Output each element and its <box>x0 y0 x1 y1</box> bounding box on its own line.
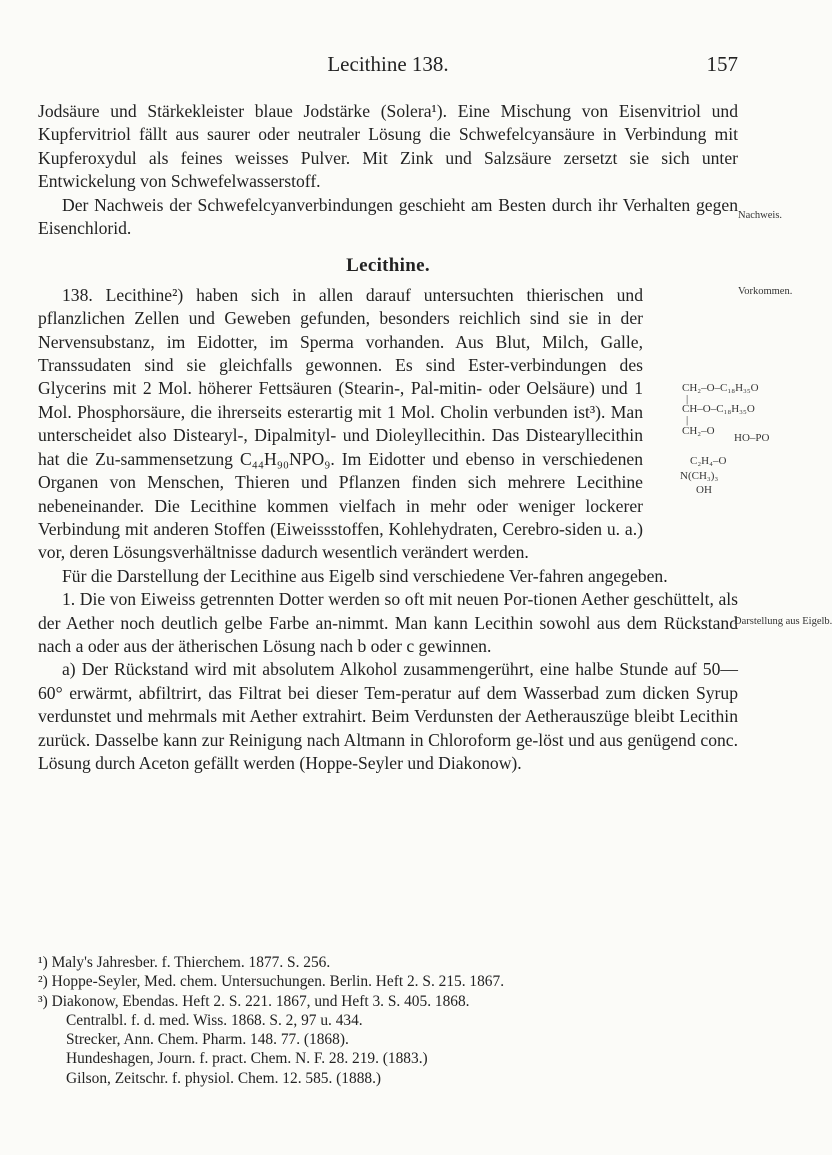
footnote: ²) Hoppe-Seyler, Med. chem. Untersuchungen. Berlin. Heft 2. S. 215. 1867. <box>38 973 505 991</box>
footnotes <box>38 953 748 1088</box>
footnote: Strecker, Ann. Chem. Pharm. 148. 77. (1868). <box>66 1031 349 1049</box>
footnote: ³) Diakonow, Ebendas. Heft 2. S. 221. 1867, und Heft 3. S. 405. 1868. <box>38 992 470 1010</box>
structural-formula <box>676 380 796 500</box>
formula-line: CH₂–O–C₁₈H₃₅O <box>682 382 759 394</box>
formula-line: HO–PO <box>734 432 770 444</box>
margin-note-nachweis: Nachweis. <box>738 210 783 221</box>
paragraph: 1. Die von Eiweiss getrennten Dotter werden so oft mit neuen Por-tionen Aether geschüttelt, als der Aether noch deutlich gelbe Farbe an-nimmt. Man kann Lecithin sowohl aus dem Rückstand nach a oder aus der ätherischen Lösung nach b oder c gewinnen. <box>38 589 738 656</box>
footnote: Centralbl. f. d. med. Wiss. 1868. S. 2, 97 u. 434. <box>66 1011 363 1029</box>
formula-line: CH₂–O <box>682 425 715 437</box>
margin-note-vorkommen: Vorkommen. <box>738 286 793 297</box>
paragraph: Jodsäure und Stärkekleister blaue Jodstärke (Solera¹). Eine Mischung von Eisenvitriol und Kupfervitriol fällt aus saurer oder neutraler Lösung die Schwefelcyansäure in Verbindung mit Kupferoxydul als feines weisses Pulver. Mit Zink und Salzsäure zersetzt sie sich unter Entwickelung von Schwefelwasserstoff. <box>38 101 738 192</box>
formula-line: CH–O–C₁₈H₃₅O <box>682 403 755 415</box>
paragraph: Der Nachweis der Schwefelcyanverbindungen geschieht am Besten durch ihr Verhalten gegen Eisenchlorid. <box>38 194 738 239</box>
main-text <box>38 100 738 775</box>
footnote: Gilson, Zeitschr. f. physiol. Chem. 12. 585. (1888.) <box>66 1069 382 1087</box>
paragraph: 138. Lecithine²) haben sich in allen darauf untersuchten thierischen und pflanzlichen Zellen und Geweben gefunden, besonders reichlich sind sie in der Nervensubstanz, im Eidotter, im Sperma vorhanden. Aus Blut, Milch, Galle, Transsudaten sind sie gleichfalls gewonnen. Es sind Ester-verbindungen des Glycerins mit 2 Mol. höherer Fettsäuren (Stearin-, Pal-mitin- oder Oelsäure) und 1 Mol. Phosphorsäure, die ihrerseits esterartig mit 1 Mol. Cholin verbunden ist³). Man unterscheidet also Distearyl-, Dipalmityl- und Dioleyllecithin. Das Distearyllecithin hat die Zu-sammensetzung C₄₄H₉₀NPO₉. Im Eidotter und ebenso in verschiedenen Organen von Menschen, Thieren und Pflanzen finden sich mehrere Lecithine nebeneinander. Die Lecithine kommen vielfach in mehr oder weniger lockerer Verbindung mit anderen Stoffen (Eiweissstoffen, Kohlehydraten, Cerebro-siden u. a.) vor, deren Lösungsverhältnisse dadurch wesentlich verändert werden. <box>38 284 643 563</box>
paragraph: Für die Darstellung der Lecithine aus Eigelb sind verschiedene Ver-fahren angegeben. <box>62 565 668 586</box>
formula-line: | <box>686 393 689 405</box>
footnote: Hundeshagen, Journ. f. pract. Chem. N. F. 28. 219. (1883.) <box>66 1050 428 1068</box>
formula-line: | <box>686 414 689 426</box>
formula-line: OH <box>696 484 712 496</box>
page-header <box>38 52 738 82</box>
running-title: Lecithine 138. <box>327 52 449 76</box>
footnote: ¹) Maly's Jahresber. f. Thierchem. 1877. S. 256. <box>38 954 331 971</box>
section-heading: Lecithine. <box>346 255 430 277</box>
formula-line: C₂H₄–O <box>690 455 727 467</box>
page-number: 157 <box>706 52 738 76</box>
paragraph: a) Der Rückstand wird mit absolutem Alkohol zusammengerührt, eine halbe Stunde auf 50—60° erwärmt, abfiltrirt, das Filtrat bei dieser Tem-peratur auf dem Wasserbad zum dicken Syrup verdunstet und mehrmals mit Aether extrahirt. Beim Verdunsten der Aetherauszüge bleibt Lecithin zurück. Dasselbe kann zur Reinigung nach Altmann in Chloroform ge-löst und aus genügend conc. Lösung durch Aceton gefällt werden (Hoppe-Seyler und Diakonow). <box>38 659 738 773</box>
formula-line: N(CH₃)₃ <box>680 470 719 482</box>
margin-note-darstellung: Darstellung aus Eigelb. <box>734 616 832 627</box>
